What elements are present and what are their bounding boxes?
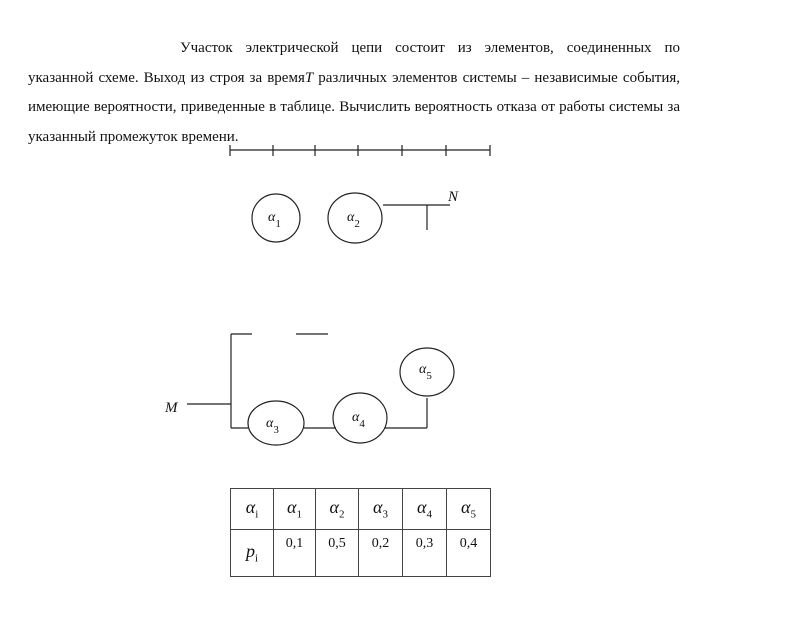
- prob-cell-2: 0,5: [316, 530, 359, 577]
- header-cell-alpha-1: $\alpha_1$: [274, 489, 316, 530]
- element-a1-label: $\alpha_1$: [268, 210, 281, 230]
- header-cell-alpha-2: $\alpha_2$: [316, 489, 359, 530]
- node-n-label: N: [448, 189, 459, 205]
- problem-text-part1: Участок электрической цепи состоит из элементов, соединенных по указанной схеме. Выход из строя за время: [28, 40, 680, 86]
- element-a5-label: $\alpha_5$: [419, 362, 432, 382]
- element-a4-label: $\alpha_4$: [352, 410, 365, 430]
- probability-table: [230, 488, 491, 577]
- prob-cell-3: 0,2: [359, 530, 403, 577]
- header-cell-alpha-i: $\alpha_i$: [231, 489, 274, 530]
- element-a3-label: $\alpha_3$: [266, 416, 279, 436]
- element-a2-label: $\alpha_2$: [347, 210, 360, 230]
- table-row-probabilities: [231, 530, 491, 577]
- node-m-label: M: [165, 400, 178, 416]
- prob-cell-4: 0,3: [403, 530, 447, 577]
- element-a3-circle: [248, 401, 304, 445]
- time-symbol: T: [304, 69, 314, 86]
- header-cell-p-i: $p_i$: [231, 530, 274, 577]
- header-cell-alpha-5: $\alpha_5$: [447, 489, 491, 530]
- prob-cell-5: 0,4: [447, 530, 491, 577]
- problem-text-part2: различных элементов системы – независимые события, имеющие вероятности, приведенные в таблице. Вычислить вероятность отказа от работы системы за указанный промежуток времени.: [28, 69, 681, 145]
- header-cell-alpha-3: $\alpha_3$: [359, 489, 403, 530]
- prob-cell-1: 0,1: [274, 530, 316, 577]
- header-cell-alpha-4: $\alpha_4$: [403, 489, 447, 530]
- table-row-elements: [231, 489, 491, 530]
